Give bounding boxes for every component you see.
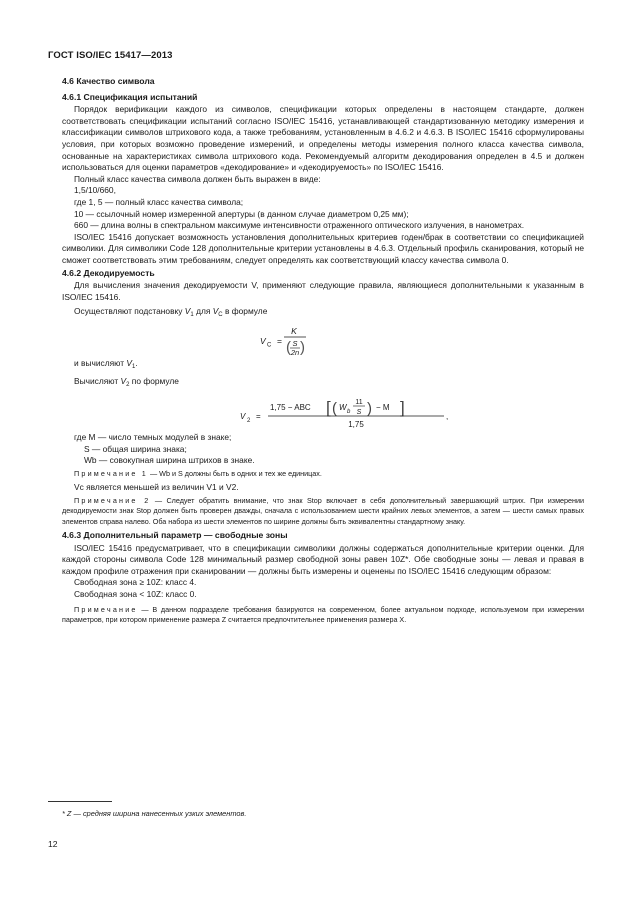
svg-text:,: , bbox=[446, 412, 449, 422]
formula-vc-svg bbox=[62, 322, 584, 358]
svg-text:[: [ bbox=[326, 398, 331, 418]
svg-text:=: = bbox=[277, 335, 282, 346]
def-wb: Wb — совокупная ширина штрихов в знаке. bbox=[84, 455, 255, 466]
formula-vc-den-den: 2n bbox=[290, 347, 300, 357]
formula-v2-lhs: V bbox=[240, 412, 246, 422]
paragraph-quiet-zones: ISO/IEC 15416 предусматривает, что в спецификации символики должны содержаться дополнительные критерии оценки. Для каждой стороны символа Code 128 минимальный размер свободной зоны равен 10Z*. Обе свободные зоны — левая и правая в каждом профиле отражения при сканировании — должны быть измерены и оценены по ISO/IEC 15416 следующим образом: bbox=[62, 542, 584, 576]
formula-v2-lhs-sub: 2 bbox=[247, 418, 251, 425]
svg-text:=: = bbox=[256, 412, 261, 422]
paragraph-test-spec: Порядок верификации каждого из символов, спецификации которых определены в настоящем стандарте, должен соответствовать спецификации испытаний согласно ISO/IEC 15416, устанавливающей стандартизованную методику измерения и классификации символов штрихового кода, а также требованиям, установленным в 4.6.2 и 4.6.3. В ISO/IEC 15416 сформулированы условия, при которых возможно проведение измерений, и определены методы измерения полного класса качества символа, основанные на характеристиках символа штрихового кода. Рекомендуемый алгоритм декодирования определен в 4.5 и должен использоваться для оценки параметров «декодирование» и «декодируемость» по ISO/IEC 15416. bbox=[62, 104, 584, 173]
formula-vc-den-num: S bbox=[292, 338, 298, 348]
svg-text:): ) bbox=[300, 338, 305, 356]
formula-v2-den: 1,75 bbox=[348, 420, 364, 430]
footnote-separator bbox=[48, 801, 112, 802]
page-number: 12 bbox=[48, 839, 58, 849]
section-heading-4-6: 4.6 Качество символа bbox=[62, 76, 155, 86]
quiet-zone-grade-0: Свободная зона < 10Z: класс 0. bbox=[74, 589, 197, 600]
svg-text:(: ( bbox=[286, 338, 291, 356]
formula-vc-lhs-sub: C bbox=[267, 342, 272, 349]
note-3: Примечание — В данном подразделе требования базируются на современном, более актуальном подходе, используемом при измерении параметров, при котором применение размера Z считается предпочтительнее применения размера X. bbox=[62, 604, 584, 625]
formula-v2-minus-m: − M bbox=[376, 403, 390, 413]
vc-min-line: Vc является меньшей из величин V1 и V2. bbox=[74, 482, 239, 493]
paragraph-additional-criteria: ISO/IEC 15416 допускает возможность установления дополнительных критериев годен/брак в соответствии со спецификацией символики. Для символики Code 128 дополнительные критерии установлены в 4.6.3. Отдельный профиль сканирования, который не сможет соответствовать этим требованиям, следует определять как соответствующий классу качества символа 0. bbox=[62, 231, 584, 265]
svg-text:): ) bbox=[367, 400, 372, 418]
formula-vc-num: K bbox=[291, 325, 297, 336]
document-header: ГОСТ ISO/IEC 15417—2013 bbox=[48, 50, 173, 61]
calc-v2-line: Вычисляют $V_2$ по формуле bbox=[74, 376, 179, 389]
paragraph-grade-format: Полный класс качества символа должен быть выражен в виде: bbox=[74, 173, 321, 184]
formula-v2-svg bbox=[62, 392, 584, 432]
note-1: Примечание 1 — Wb и S должны быть в одних и тех же единицах. bbox=[74, 468, 322, 478]
formula-vc-lhs: V bbox=[260, 335, 266, 346]
where-wavelength: 660 — длина волны в спектральном максимуме интенсивности отраженного оптического излучения, в нанометрах. bbox=[74, 220, 525, 231]
subsection-heading-4-6-1: 4.6.1 Спецификация испытаний bbox=[62, 91, 198, 102]
grade-example: 1,5/10/660, bbox=[74, 185, 116, 196]
svg-text:(: ( bbox=[332, 400, 337, 418]
formula-v2-frac-den: S bbox=[356, 409, 362, 417]
svg-text:]: ] bbox=[400, 398, 405, 418]
formula-v2-term1: 1,75 − ABC bbox=[270, 403, 311, 413]
formula-v2-frac-num: 11 bbox=[355, 399, 363, 407]
formula-v2 bbox=[62, 392, 584, 432]
note-2: Примечание 2 — Следует обратить внимание, что знак Stop включает в себя дополнительный завершающий штрих. При измерении декодируемости знак Stop должен быть проверен дважды, сначала с использованием шести крайних левых элементов, а затем — шести самых правых элементов справа налево. Оба набора из шести элементов по ширине должны быть эквивалентны стандартному знаку. bbox=[62, 495, 584, 526]
subsection-heading-4-6-2: 4.6.2 Декодируемость bbox=[62, 267, 155, 278]
calc-v1-line: и вычисляют $V_1$. bbox=[74, 357, 138, 370]
footnote: * Z — средняя ширина нанесенных узких элементов. bbox=[62, 809, 247, 818]
subsection-heading-4-6-3: 4.6.3 Дополнительный параметр — свободные зоны bbox=[62, 530, 288, 541]
substitution-line: Осуществляют подстановку $V_1$ для $V_C$ в формуле bbox=[74, 306, 268, 319]
document-body bbox=[62, 76, 584, 628]
formula-v2-w-sub: b bbox=[347, 409, 351, 416]
where-grade: где 1, 5 — полный класс качества символа; bbox=[74, 196, 244, 207]
def-s: S — общая ширина знака; bbox=[84, 443, 187, 454]
where-aperture: 10 — ссылочный номер измеренной апертуры (в данном случае диаметром 0,25 мм); bbox=[74, 208, 409, 219]
quiet-zone-grade-4: Свободная зона ≥ 10Z: класс 4. bbox=[74, 577, 197, 588]
def-m: где M — число темных модулей в знаке; bbox=[74, 432, 232, 443]
paragraph-decodability: Для вычисления значения декодируемости V, применяют следующие правила, являющиеся дополнительными к указанным в ISO/IEC 15416. bbox=[62, 280, 584, 302]
formula-vc bbox=[62, 322, 584, 358]
formula-v2-w: W bbox=[339, 403, 347, 413]
